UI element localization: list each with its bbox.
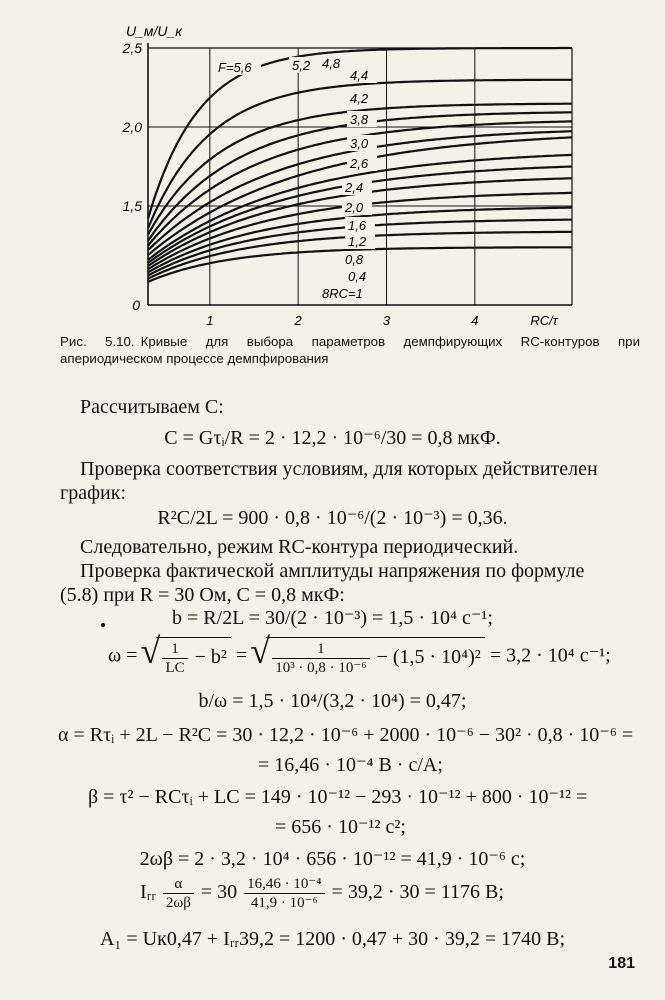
omega-result: = 3,2 · 10⁴ с⁻¹; — [489, 644, 611, 667]
equation-irr — [140, 875, 504, 912]
frac1-den: LC — [165, 660, 185, 676]
irr-result: = 39,2 · 30 = 1176 В; — [331, 881, 504, 904]
x-axis-label: RC/τ — [530, 313, 558, 328]
equation-omega — [108, 637, 611, 677]
frac1-num: √ 1 — [162, 640, 187, 659]
x-tick-label: 1 — [206, 313, 214, 328]
figure-caption — [60, 333, 640, 367]
y-tick-label: 1,5 — [122, 198, 142, 214]
curve-label: 1,2 — [348, 234, 367, 249]
frac2-den: 10³ · 0,8 · 10⁻⁶ — [275, 660, 367, 676]
irr-frac2-num: 16,46 · 10⁻⁴ — [244, 875, 324, 894]
curve-label: 3,0 — [350, 136, 369, 151]
x-tick-label: 4 — [471, 313, 479, 328]
paragraph-conclusion: Следовательно, режим RC-контура периодический. — [80, 536, 519, 558]
equation-alpha-line1: α = Rτᵢ + 2L − R²C = 30 · 12,2 · 10⁻⁶ + 2000 · 10⁻⁶ − 30² · 0,8 · 10⁻⁶ = — [58, 724, 634, 746]
omega-eq: = — [235, 644, 248, 667]
minus-b2: − b² — [194, 646, 227, 669]
irr-lhs: Iᵣᵣ — [140, 881, 156, 904]
x-tick-label: 2 — [294, 313, 302, 328]
frac2-num: √ 1 — [272, 640, 369, 659]
equation-beta-line1: β = τ² − RCτᵢ + LC = 149 · 10⁻¹² − 293 · 10⁻¹² + 800 · 10⁻¹² = — [88, 786, 588, 808]
caption-lead: Рис. 5.10. — [60, 334, 135, 349]
y-tick-label: 2,0 — [122, 119, 142, 135]
caption-text: Кривые для выбора параметров демпфирующих RC-контуров при апериодическом процессе демпфирования — [60, 334, 640, 366]
curve-label: 2,6 — [350, 156, 369, 171]
equation-a1: A₁ = Uк0,47 + Iᵣᵣ39,2 = 1200 · 0,47 + 30 · 39,2 = 1740 В; — [99, 928, 566, 950]
equation-r2c: R²C/2L = 900 · 0,8 · 10⁻⁶/(2 · 10⁻³) = 0,36. — [157, 507, 508, 529]
paragraph-check-line2: график: — [60, 482, 127, 504]
irr-mid: = 30 — [200, 881, 238, 904]
y-axis-label: U_м/U_к — [126, 23, 182, 39]
curve-label: 1,6 — [348, 218, 367, 233]
equation-beta-line2: = 656 · 10⁻¹² с²; — [275, 816, 406, 838]
equation-alpha-line2: = 16,46 · 10⁻⁴ В · с/А; — [258, 754, 443, 776]
paragraph-amplitude-line2: (5.8) при R = 30 Ом, C = 0,8 мкФ: — [60, 584, 345, 606]
omega-lhs: ω = — [108, 644, 138, 667]
curve-label: 3,8 — [350, 112, 369, 127]
page-number: 181 — [608, 955, 635, 972]
damping-curves-chart — [0, 0, 665, 330]
curve-label: 4,4 — [350, 68, 369, 83]
curve-label: 2,4 — [345, 180, 364, 195]
equation-c: C = Gτᵢ/R = 2 · 12,2 · 10⁻⁶/30 = 0,8 мкФ. — [164, 427, 501, 449]
equation-b: b = R/2L = 30/(2 · 10⁻³) = 1,5 · 10⁴ с⁻¹; — [172, 607, 493, 629]
irr-frac1-den: 2ωβ — [165, 895, 191, 911]
irr-frac1-num: α — [163, 875, 194, 894]
curve-label: 4,8 — [322, 56, 341, 71]
minus-term: − (1,5 · 10⁴)² — [376, 646, 481, 669]
paragraph-amplitude-line1: Проверка фактической амплитуды напряжения по формуле — [80, 560, 585, 582]
curve-label: 0,4 — [348, 269, 367, 284]
chart-labels — [122, 23, 559, 328]
equation-b-over-omega: b/ω = 1,5 · 10⁴/(3,2 · 10⁴) = 0,47; — [198, 690, 467, 712]
sqrt-1 — [142, 637, 230, 677]
y-tick-label: 2,5 — [122, 40, 142, 56]
curve-label: 0,8 — [345, 252, 364, 267]
paragraph-check-line1: Проверка соответствия условиям, для которых действителен — [80, 458, 598, 480]
curve-label: 8RC=1 — [322, 286, 363, 301]
curve-label: F=5,6 — [218, 60, 252, 75]
paragraph-calc-c: Рассчитываем C: — [80, 396, 224, 418]
curve-label: 2,0 — [345, 200, 364, 215]
curve-label: 5,2 — [292, 58, 311, 73]
sqrt-2 — [252, 637, 485, 677]
equation-2omega-beta: 2ωβ = 2 · 3,2 · 10⁴ · 656 · 10⁻¹² = 41,9 · 10⁻⁶ с; — [139, 848, 526, 870]
y-tick-label: 0 — [132, 297, 140, 313]
x-tick-label: 3 — [382, 313, 391, 328]
irr-frac2-den: 41,9 · 10⁻⁶ — [250, 895, 318, 911]
curve-label: 4,2 — [350, 91, 369, 106]
